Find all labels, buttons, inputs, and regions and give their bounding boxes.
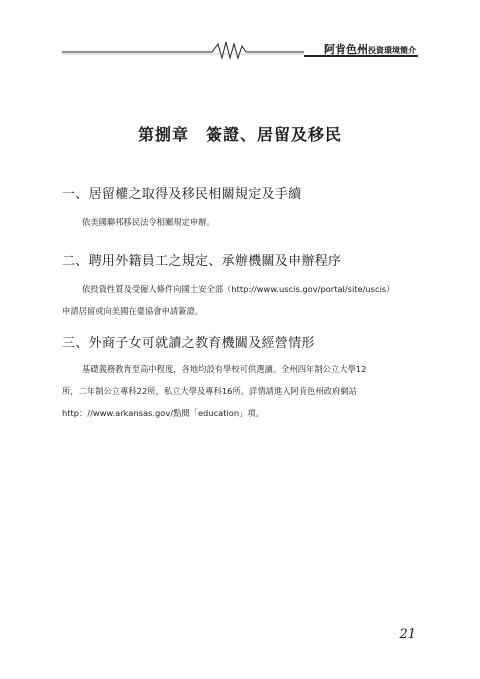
paragraph-line: 所，二年制公立專科22所，私立大學及專科16所。詳情請進入阿肯色州政府網站 [62,386,357,396]
header-title-main: 阿肯色州 [324,43,368,56]
running-header [62,38,418,60]
chapter-title: 第捌章 簽證、居留及移民 [137,125,342,144]
paragraph-line: 依美國聯邦移民法令相關規定申辦。 [82,217,215,227]
section-paragraph-1 [62,211,422,233]
section-paragraph-2 [62,278,422,322]
section-heading-2: 二、聘用外籍員工之規定、承辦機關及申辦程序 [62,254,342,269]
paragraph-line: 基礎義務教育至高中程度，各地均設有學校可供選讀。全州四年制公立大學12 [82,364,367,374]
paragraph-line: 依投資性質及受僱人條件向國土安全部（http://www.uscis.gov/portal/site/uscis） [82,284,395,294]
header-title-sub: 投資環境簡介 [368,46,416,55]
section-heading-3: 三、外商子女可就讀之教育機關及經營情形 [62,336,315,351]
section-paragraph-3 [62,358,422,424]
section-heading-1: 一、居留權之取得及移民相關規定及手續 [62,187,302,202]
header-title [324,41,416,57]
paragraph-line: 申請居留或向美國在臺協會申請簽證。 [62,306,204,316]
page-number: 21 [399,627,416,642]
paragraph-line: http：//www.arkansas.gov/點閱「education」項。 [62,408,265,418]
